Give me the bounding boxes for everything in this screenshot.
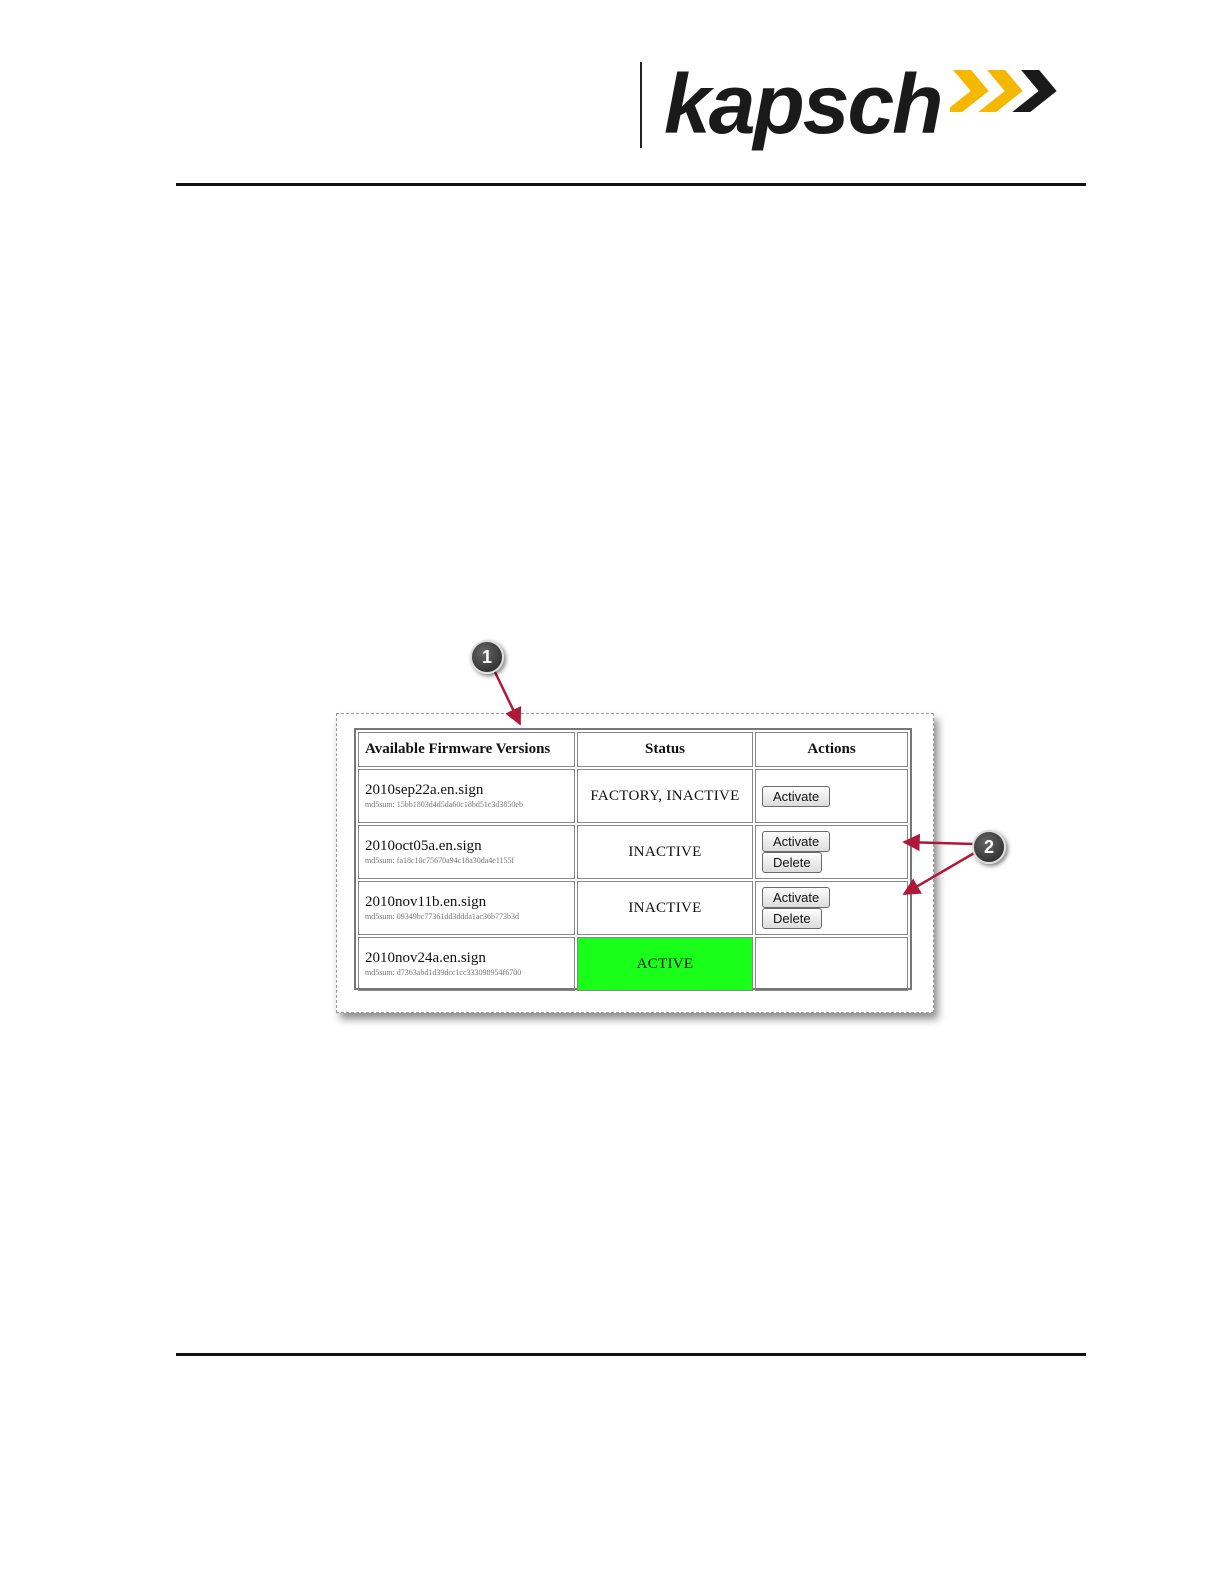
actions-cell <box>755 881 908 935</box>
firmware-file: 2010nov24a.en.sign <box>365 950 486 966</box>
activate-button[interactable]: Activate <box>762 786 830 807</box>
status-cell: INACTIVE <box>577 881 753 935</box>
logo-divider <box>640 62 642 148</box>
activate-button[interactable]: Activate <box>762 887 830 908</box>
firmware-md5: md5sum: fa18c10c75670a94c18a30da4e1155f <box>365 856 515 865</box>
callout-1: 1 <box>470 640 504 674</box>
firmware-file: 2010sep22a.en.sign <box>365 782 484 798</box>
firmware-md5: md5sum: d7363abd1d39dcc1cc333098954f6700 <box>365 968 522 977</box>
header-actions: Actions <box>755 732 908 767</box>
status-cell: FACTORY, INACTIVE <box>577 769 753 823</box>
table-row <box>358 937 908 991</box>
firmware-table-panel <box>354 728 912 990</box>
actions-cell <box>755 825 908 879</box>
delete-button[interactable]: Delete <box>762 852 822 873</box>
delete-button[interactable]: Delete <box>762 908 822 929</box>
chevrons-icon <box>950 66 1070 116</box>
header-rule <box>176 183 1086 186</box>
table-row <box>358 825 908 879</box>
firmware-md5: md5sum: 15bb1803d4d5da60c18bd51c3d3850eb <box>365 800 523 809</box>
actions-cell <box>755 769 908 823</box>
kapsch-logo <box>664 58 1084 158</box>
callout-2: 2 <box>972 830 1006 864</box>
actions-cell <box>755 937 908 991</box>
firmware-file: 2010nov11b.en.sign <box>365 894 487 910</box>
status-cell: INACTIVE <box>577 825 753 879</box>
firmware-file: 2010oct05a.en.sign <box>365 838 482 854</box>
firmware-name-cell <box>358 769 575 823</box>
firmware-name-cell <box>358 881 575 935</box>
header-status: Status <box>577 732 753 767</box>
firmware-name-cell <box>358 825 575 879</box>
firmware-name-cell <box>358 937 575 991</box>
header-available-firmware: Available Firmware Versions <box>358 732 575 767</box>
table-header-row <box>358 732 908 767</box>
table-row <box>358 769 908 823</box>
status-cell-active: ACTIVE <box>577 937 753 991</box>
firmware-md5: md5sum: 09349bc77361dd3ddda1ac36b773b3d <box>365 912 519 921</box>
footer-rule <box>176 1353 1086 1356</box>
table-row <box>358 881 908 935</box>
logo-wordmark: kapsch <box>664 57 942 151</box>
firmware-table <box>356 730 910 993</box>
activate-button[interactable]: Activate <box>762 831 830 852</box>
